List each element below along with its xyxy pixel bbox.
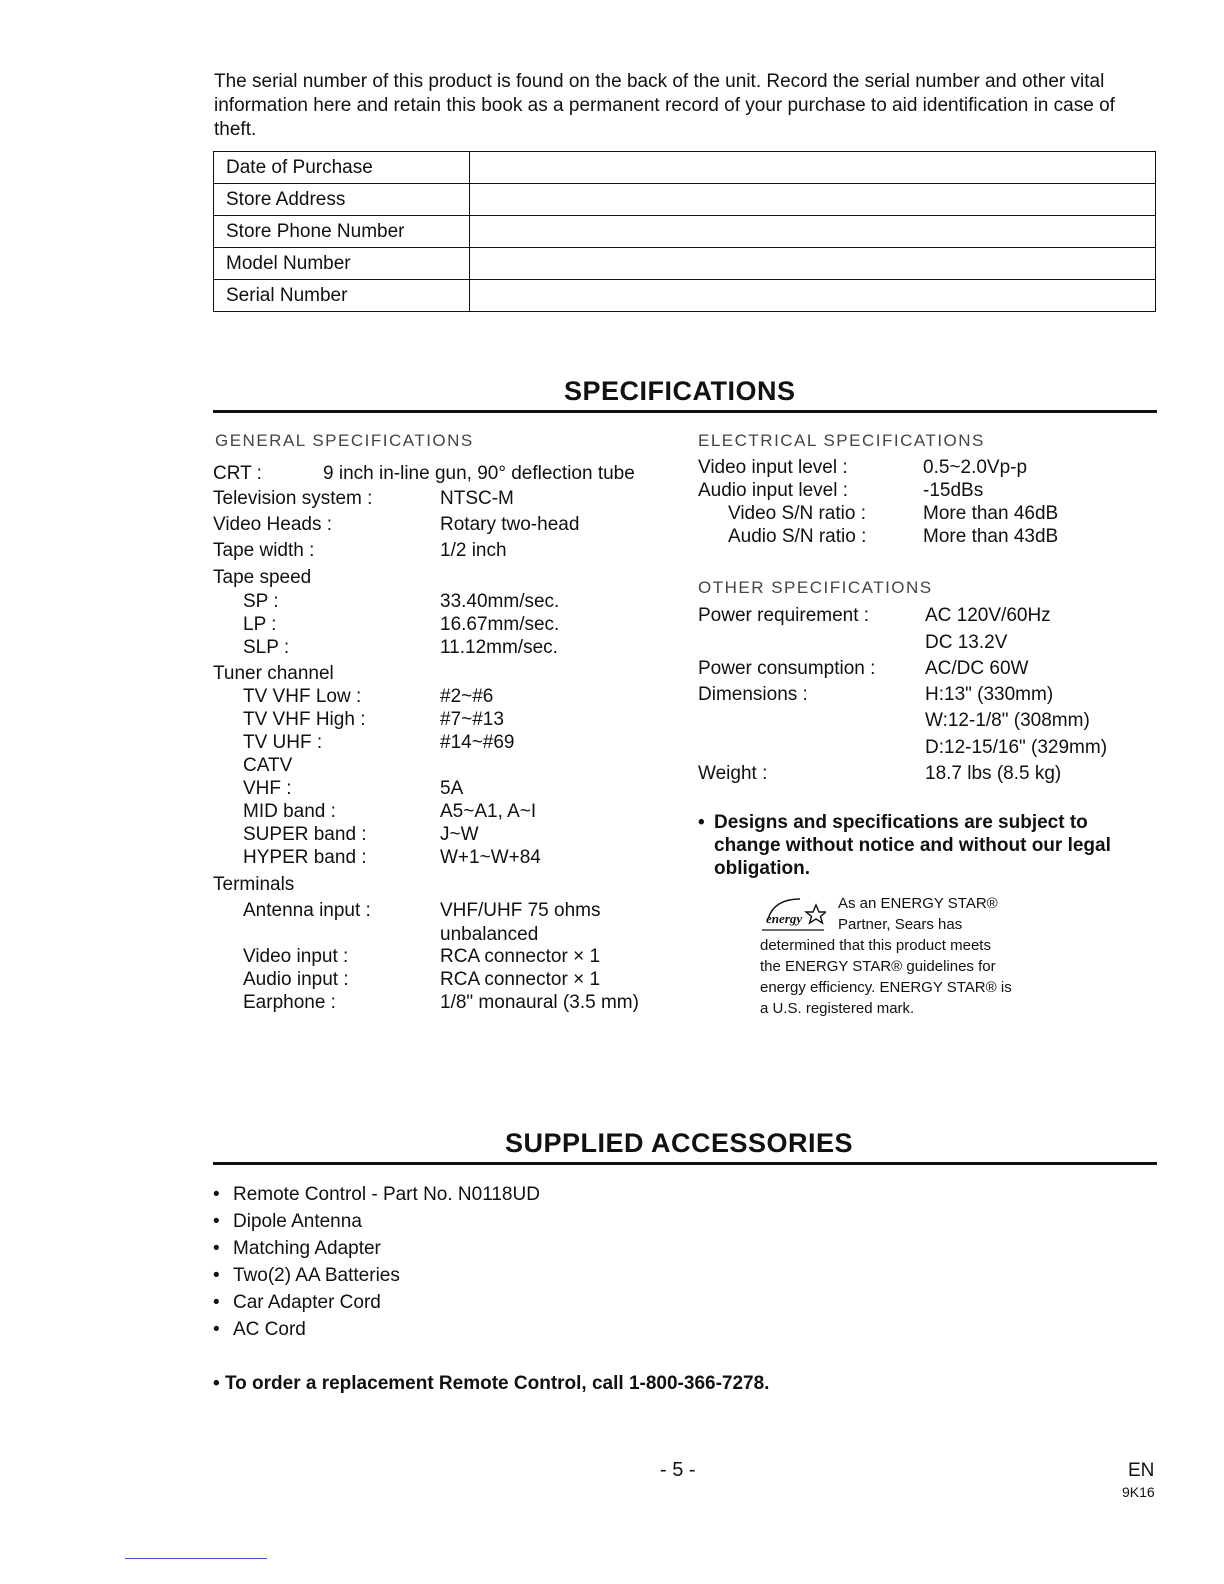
- specs-notice: [698, 811, 1158, 880]
- row-label: Store Address: [214, 184, 470, 216]
- spec-value: W+1~W+84: [440, 847, 541, 868]
- spec-value: 18.7 lbs (8.5 kg): [925, 763, 1062, 784]
- specifications-divider: [213, 410, 1157, 413]
- energy-line: energy efficiency. ENERGY STAR® is: [760, 979, 1012, 996]
- table-row: [214, 216, 1156, 248]
- list-item: • Dipole Antenna: [213, 1211, 362, 1232]
- energy-line: a U.S. registered mark.: [760, 1000, 915, 1017]
- spec-label: Video S/N ratio :: [728, 503, 867, 524]
- spec-label: Audio S/N ratio :: [728, 526, 867, 547]
- list-item: • Matching Adapter: [213, 1238, 381, 1259]
- spec-value: 11.12mm/sec.: [440, 637, 558, 658]
- spec-value: -15dBs: [923, 480, 984, 501]
- spec-label: Video input :: [243, 946, 349, 967]
- energy-line: Partner, Sears has: [838, 916, 963, 933]
- spec-value: J~W: [440, 824, 479, 845]
- accessories-title: SUPPLIED ACCESSORIES: [505, 1128, 854, 1158]
- bullet-icon: •: [213, 1373, 220, 1394]
- spec-label: SLP :: [243, 637, 290, 658]
- purchase-record-table: [213, 151, 1156, 312]
- spec-value: unbalanced: [440, 924, 539, 945]
- row-label: Date of Purchase: [214, 152, 470, 184]
- accessories-list: [213, 1184, 540, 1346]
- energy-star-block: [760, 893, 1090, 1019]
- spec-value: RCA connector × 1: [440, 969, 601, 990]
- spec-value: 1/8" monaural (3.5 mm): [440, 992, 639, 1013]
- record-field-date-of-purchase[interactable]: [470, 152, 1156, 184]
- spec-value: #2~#6: [440, 686, 494, 707]
- bullet-icon: •: [213, 1319, 220, 1340]
- spec-label: Power requirement :: [698, 605, 870, 626]
- table-row: [214, 184, 1156, 216]
- table-row: [214, 280, 1156, 312]
- spec-label: Television system :: [213, 488, 373, 509]
- spec-value: VHF/UHF 75 ohms: [440, 900, 601, 921]
- spec-value: #7~#13: [440, 709, 504, 730]
- bullet-icon: •: [698, 812, 705, 833]
- list-item: • Two(2) AA Batteries: [213, 1265, 400, 1286]
- spec-label: Audio input :: [243, 969, 349, 990]
- bullet-icon: •: [213, 1292, 220, 1313]
- spec-label: SP :: [243, 591, 279, 612]
- footer-divider: [125, 1558, 267, 1559]
- document-code: 9K16: [1122, 1484, 1155, 1500]
- energy-logo-text: energy: [766, 911, 803, 926]
- spec-value: 0.5~2.0Vp-p: [923, 457, 1028, 478]
- spec-label: Antenna input :: [243, 900, 371, 921]
- spec-value: 33.40mm/sec.: [440, 591, 560, 612]
- spec-label: Audio input level :: [698, 480, 848, 501]
- spec-value: 9 inch in-line gun, 90° deflection tube: [323, 463, 635, 484]
- record-field-store-address[interactable]: [470, 184, 1156, 216]
- spec-value: 16.67mm/sec.: [440, 614, 560, 635]
- electrical-specs-heading: ELECTRICAL SPECIFICATIONS: [698, 431, 985, 450]
- spec-label: CRT :: [213, 463, 262, 484]
- page-number: - 5 -: [660, 1459, 696, 1481]
- spec-value: H:13" (330mm): [925, 684, 1054, 705]
- spec-value: W:12-1/8" (308mm): [925, 710, 1090, 731]
- energy-line: As an ENERGY STAR®: [838, 895, 998, 912]
- bullet-icon: •: [213, 1184, 220, 1205]
- spec-label: Dimensions :: [698, 684, 808, 705]
- order-note: • To order a replacement Remote Control, call 1-800-366-7278.: [213, 1373, 770, 1394]
- spec-label: SUPER band :: [243, 824, 367, 845]
- language-code: EN: [1128, 1460, 1155, 1481]
- table-row: [214, 248, 1156, 280]
- table-row: [214, 152, 1156, 184]
- general-specs-heading: GENERAL SPECIFICATIONS: [215, 431, 474, 450]
- spec-label: TV VHF High :: [243, 709, 366, 730]
- spec-label: Tape speed: [213, 567, 312, 588]
- spec-label: VHF :: [243, 778, 292, 799]
- spec-value: A5~A1, A~I: [440, 801, 537, 822]
- spec-value: 5A: [440, 778, 464, 799]
- bullet-icon: •: [213, 1211, 220, 1232]
- spec-value: AC/DC 60W: [925, 658, 1029, 679]
- specifications-title: SPECIFICATIONS: [564, 376, 796, 406]
- other-specs-heading: OTHER SPECIFICATIONS: [698, 578, 933, 597]
- spec-value: RCA connector × 1: [440, 946, 601, 967]
- record-field-store-phone[interactable]: [470, 216, 1156, 248]
- row-label: Model Number: [214, 248, 470, 280]
- energy-star-logo-icon: [760, 893, 826, 933]
- record-field-model-number[interactable]: [470, 248, 1156, 280]
- notice-text: Designs and specifications are subject to change without notice and without our legal obligation.: [714, 812, 1111, 879]
- spec-value: D:12-15/16" (329mm): [925, 737, 1108, 758]
- spec-label: TV VHF Low :: [243, 686, 362, 707]
- list-item: • AC Cord: [213, 1319, 306, 1340]
- list-item: • Car Adapter Cord: [213, 1292, 381, 1313]
- spec-value: AC 120V/60Hz: [925, 605, 1051, 626]
- spec-label: Video input level :: [698, 457, 848, 478]
- spec-value: More than 43dB: [923, 526, 1059, 547]
- spec-label: HYPER band :: [243, 847, 367, 868]
- energy-line: the ENERGY STAR® guidelines for: [760, 958, 996, 975]
- intro-paragraph: The serial number of this product is found on the back of the unit. Record the serial number and other vital information here and retain this book as a permanent record of your purchase to aid identification in case of theft.: [214, 71, 1115, 140]
- spec-label: LP :: [243, 614, 277, 635]
- spec-label: Tuner channel: [213, 663, 334, 684]
- row-label: Store Phone Number: [214, 216, 470, 248]
- spec-value: #14~#69: [440, 732, 515, 753]
- accessories-divider: [213, 1162, 1157, 1165]
- spec-value: More than 46dB: [923, 503, 1059, 524]
- spec-label: Tape width :: [213, 540, 315, 561]
- energy-line: determined that this product meets: [760, 937, 991, 954]
- bullet-icon: •: [213, 1238, 220, 1259]
- list-item: • Remote Control - Part No. N0118UD: [213, 1184, 540, 1205]
- bullet-icon: •: [213, 1265, 220, 1286]
- spec-value: DC 13.2V: [925, 632, 1008, 653]
- spec-label: Terminals: [213, 874, 295, 895]
- spec-value: Rotary two-head: [440, 514, 580, 535]
- spec-label: MID band :: [243, 801, 336, 822]
- spec-label: Video Heads :: [213, 514, 333, 535]
- spec-label: TV UHF :: [243, 732, 323, 753]
- spec-row-crt: [213, 463, 635, 485]
- record-field-serial-number[interactable]: [470, 280, 1156, 312]
- spec-label: Power consumption :: [698, 658, 876, 679]
- spec-value: 1/2 inch: [440, 540, 507, 561]
- spec-label: Earphone :: [243, 992, 336, 1013]
- spec-label: Weight :: [698, 763, 768, 784]
- spec-value: NTSC-M: [440, 488, 514, 509]
- spec-label: CATV: [243, 755, 293, 776]
- row-label: Serial Number: [214, 280, 470, 312]
